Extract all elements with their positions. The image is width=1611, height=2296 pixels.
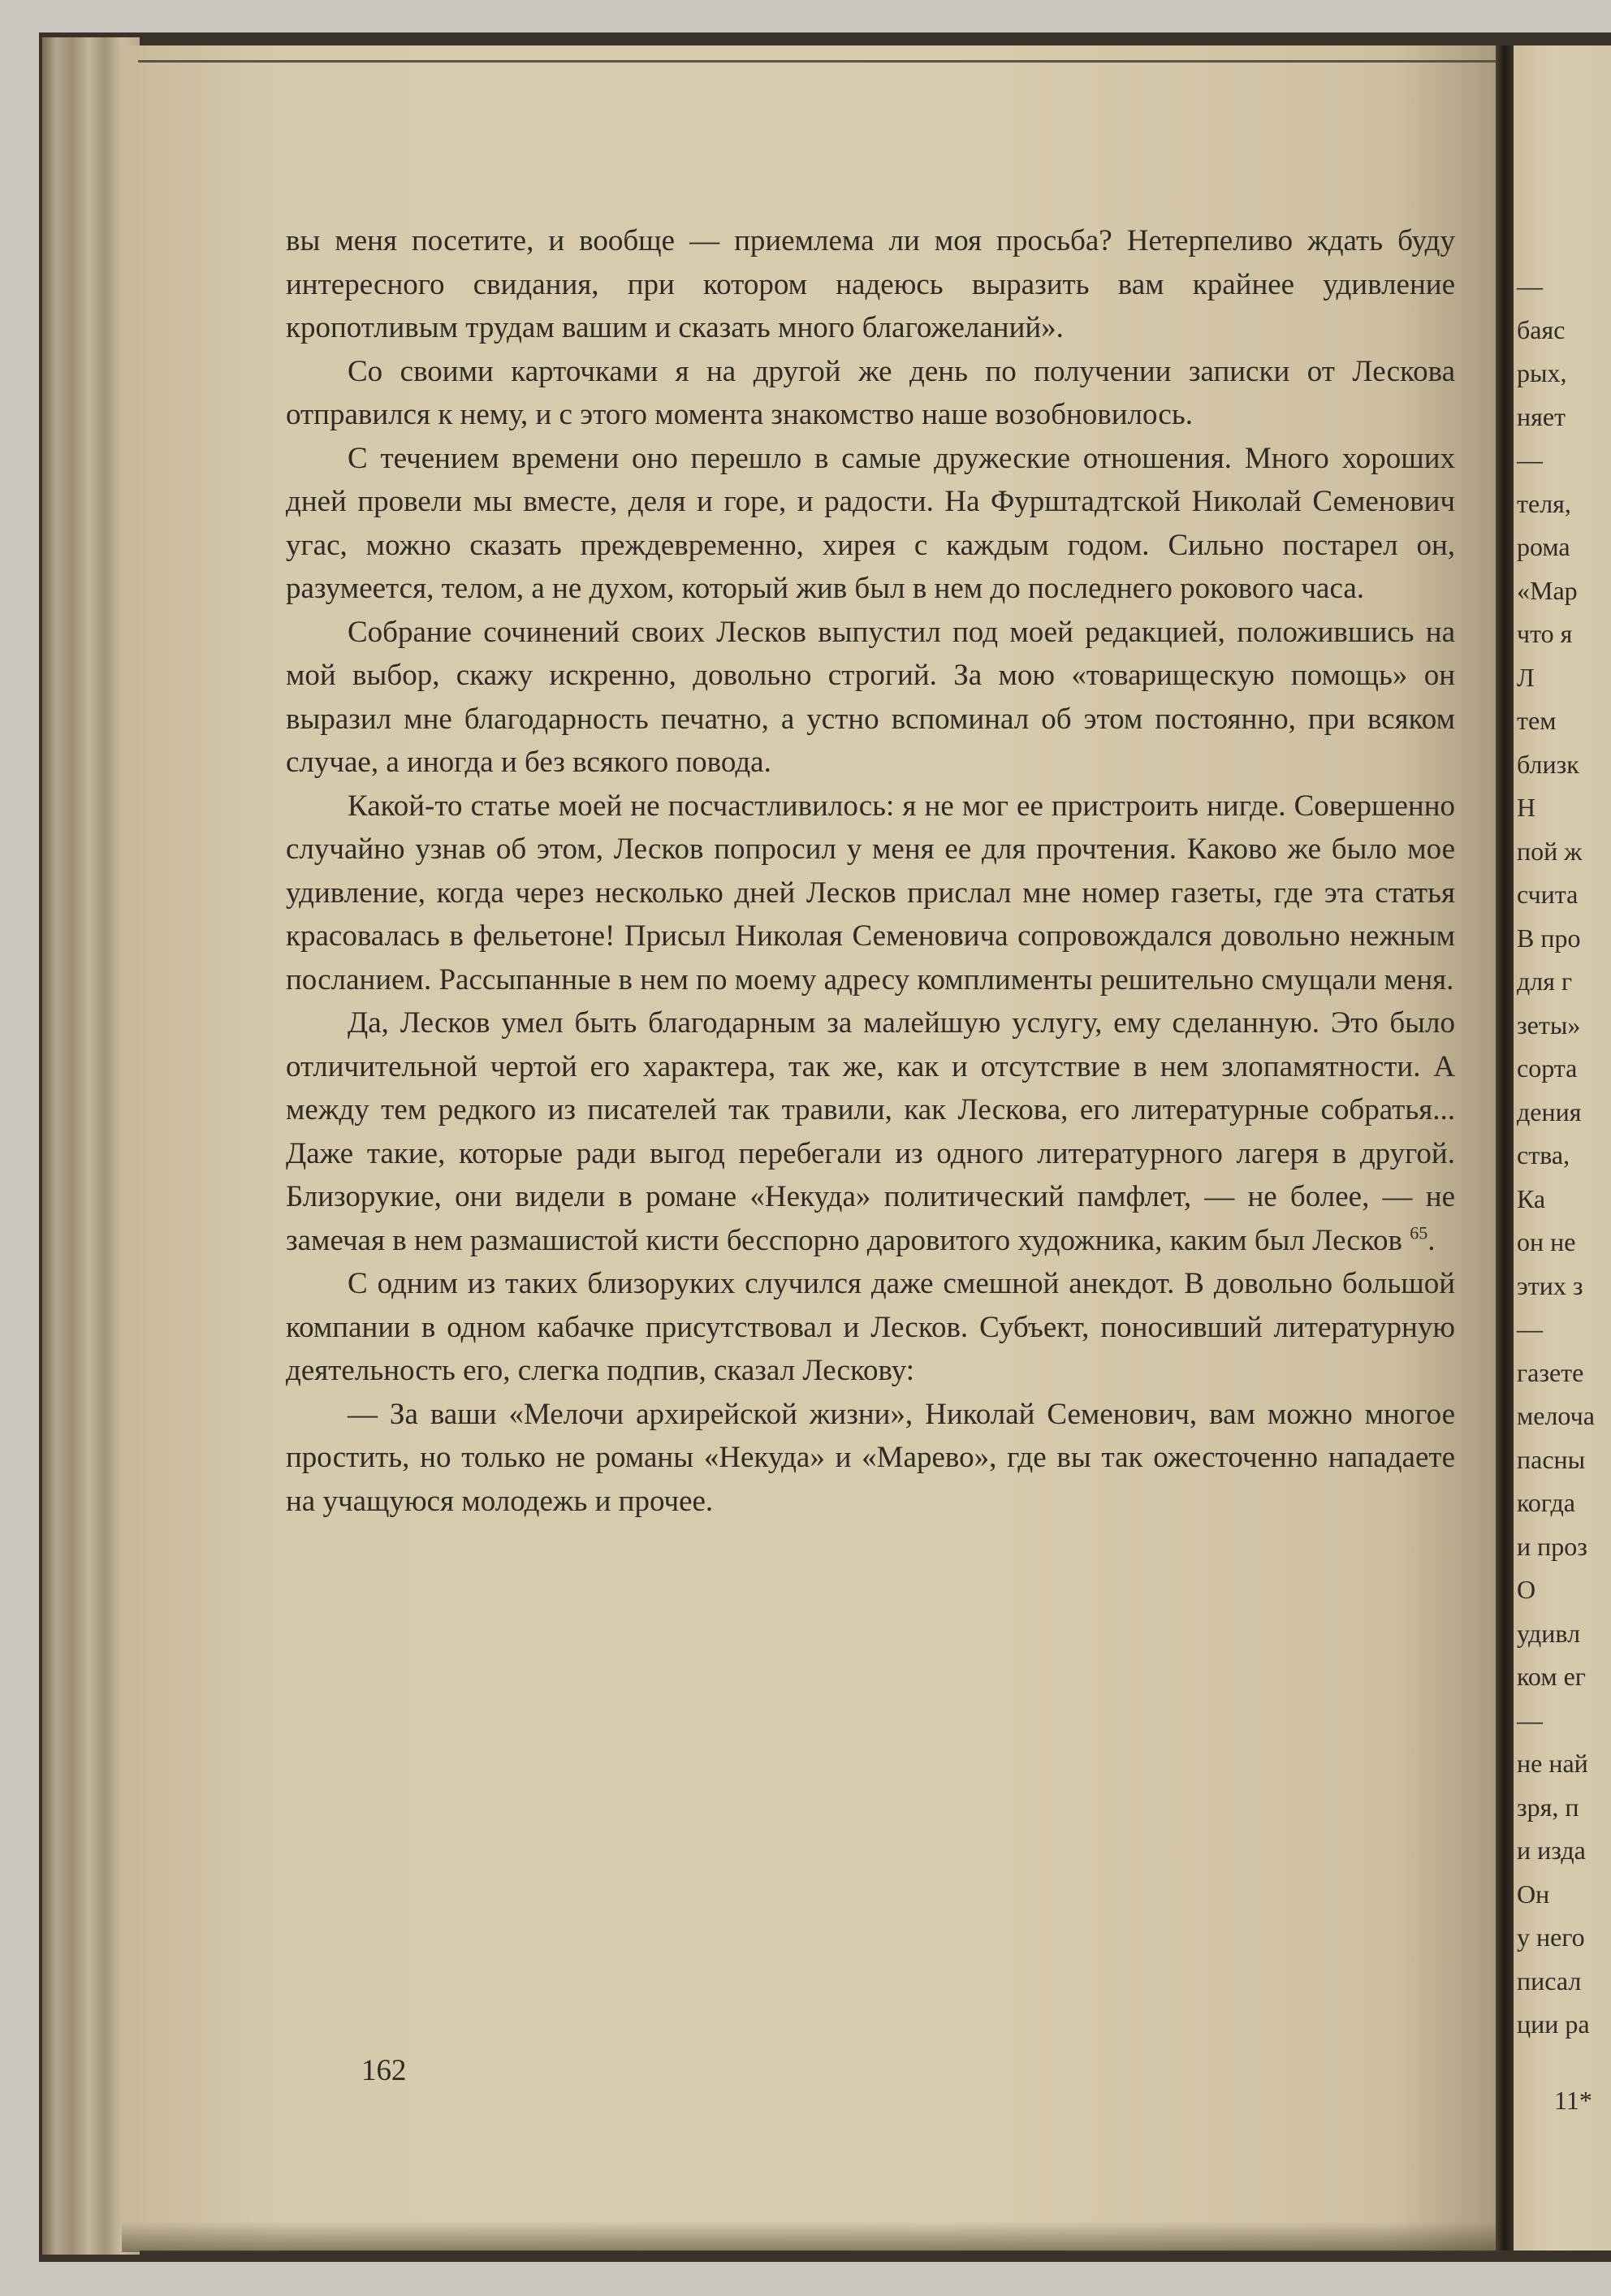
right-page-fragment: — xyxy=(1517,1314,1543,1343)
paragraph-6 xyxy=(286,1001,1455,1262)
right-page-fragment: этих з xyxy=(1517,1270,1583,1300)
right-page-fragment: зря, п xyxy=(1517,1792,1579,1822)
paragraph-8: — За ваши «Мелочи архирейской жизни», Николай Семенович, вам можно многое простить, но только не романы «Некуда» и «Марево», где вы так ожесточенно нападаете на учащуюся молодежь и прочее. xyxy=(286,1397,1455,1518)
right-page-fragment: теля, xyxy=(1517,488,1571,518)
right-page xyxy=(1514,45,1611,2251)
paragraph-1: вы меня посетите, и вообще — приемлема ли моя просьба? Нетерпеливо ждать буду интересного свидания, при котором надеюсь выразить вам крайнее удивление кропотливым трудам вашим и сказать много благожеланий». xyxy=(286,224,1455,344)
right-page-fragment: зеты» xyxy=(1517,1010,1581,1040)
right-page-fragment: рома xyxy=(1517,532,1570,561)
right-page-fragment: баяс xyxy=(1517,314,1566,344)
right-page-fragment: ции ра xyxy=(1517,2009,1590,2039)
right-page-fragment: сорта xyxy=(1517,1053,1578,1083)
paragraph-3: С течением времени оно перешло в самые дружеские отношения. Много хороших дней провели мы вместе, деля и горе, и радости. На Фурштадтской Николай Семенович угас, можно сказать преждевременно, хирея с каждым годом. Сильно постарел он, разумеется, телом, а не духом, который жив был в нем до последнего рокового часа. xyxy=(286,441,1455,605)
right-page-fragment: пой ж xyxy=(1517,836,1583,866)
right-page-fragment: что я xyxy=(1517,619,1573,648)
page-bottom-shadow xyxy=(122,2221,1502,2252)
right-page-fragment: — xyxy=(1517,445,1543,474)
right-page-fragment: Он xyxy=(1517,1879,1550,1909)
right-page-fragment: — xyxy=(1517,1705,1543,1735)
right-page-fragment: О xyxy=(1517,1575,1536,1604)
right-page-fragment: рых, xyxy=(1517,358,1567,387)
right-page-fragment: ства, xyxy=(1517,1140,1570,1170)
paragraph-6-tail: . xyxy=(1427,1223,1436,1257)
right-page-fragment: для г xyxy=(1517,966,1573,996)
right-page-fragment: мелоча xyxy=(1517,1401,1595,1430)
right-page-fragment: Л xyxy=(1517,662,1535,692)
page-number: 162 xyxy=(361,2054,407,2087)
right-page-fragment: няет xyxy=(1517,401,1566,431)
paragraph-4: Собрание сочинений своих Лесков выпустил под моей редакцией, положившись на мой выбор, скажу искренно, довольно строгий. За мою «товарищескую помощь» он выразил мне благодарность печатно, а устно вспоминал об этом постоянно, при всяком случае, а иногда и без всякого повода. xyxy=(286,615,1455,779)
right-page-fragment: В про xyxy=(1517,923,1581,953)
right-page-fragment: и проз xyxy=(1517,1531,1587,1561)
right-page-fragment: дения xyxy=(1517,1096,1582,1126)
paragraph-5: Какой-то статье моей не посчастливилось: я не мог ее пристроить нигде. Совершенно случайно узнав об этом, Лесков попросил у меня ее для прочтения. Каково же было мое удивление, когда через несколько дней Лесков прислал мне номер газеты, где эта статья красовалась в фельетоне! Присыл Николая Семеновича сопровождался довольно нежным посланием. Рассыпанные в нем по моему адресу комплименты решительно смущали меня. xyxy=(286,789,1455,997)
right-page-fragment: Н xyxy=(1517,793,1536,822)
page-top-edge xyxy=(138,60,1510,63)
right-page-fragment: удивл xyxy=(1517,1618,1581,1648)
signature-mark: 11* xyxy=(1554,2086,1592,2115)
right-page-fragment: счита xyxy=(1517,880,1579,909)
right-page-fragment: пасны xyxy=(1517,1444,1586,1474)
right-page-fragment: у него xyxy=(1517,1922,1585,1952)
right-page-fragment: Ка xyxy=(1517,1183,1546,1213)
book-gutter xyxy=(1496,45,1514,2251)
paragraph-2: Со своими карточками я на другой же день по получении записки от Лескова отправился к нему, и с этого момента знакомство наше возобновилось. xyxy=(286,354,1455,431)
body-text xyxy=(286,219,1455,1523)
paragraph-6-text: Да, Лесков умел быть благодарным за малейшую услугу, ему сделанную. Это было отличительной чертой его характера, так же, как и отсутствие в нем злопамятности. А между тем редкого из писателей так травили, как Лескова, его литературные собратья... Даже такие, которые ради выгод перебегали из одного литературного лагеря в другой. Близорукие, они видели в романе «Некуда» политический памфлет, — не более, — не замечая в нем размашистой кисти бесспорно даровитого художника, каким был Лесков xyxy=(286,1006,1455,1257)
right-page-fragment: он не xyxy=(1517,1227,1576,1256)
right-page-fragment: ком ег xyxy=(1517,1662,1586,1691)
right-page-fragments xyxy=(1517,265,1611,2047)
right-page-fragment: «Мар xyxy=(1517,575,1578,605)
right-page-fragment: — xyxy=(1517,271,1543,301)
footnote-marker: 65 xyxy=(1410,1222,1428,1243)
right-page-fragment: близк xyxy=(1517,749,1579,779)
right-page-fragment: когда xyxy=(1517,1488,1575,1517)
paragraph-7: С одним из таких близоруких случился даже смешной анекдот. В довольно большой компании в одном кабачке присутствовал и Лесков. Субъект, поносивший литературную деятельность его, слегка подпив, сказал Лескову: xyxy=(286,1267,1455,1387)
right-page-fragment: газете xyxy=(1517,1357,1584,1387)
right-page-fragment: тем xyxy=(1517,706,1557,735)
right-page-fragment: не най xyxy=(1517,1749,1588,1778)
right-page-fragment: писал xyxy=(1517,1965,1582,1995)
right-page-fragment: и изда xyxy=(1517,1836,1586,1865)
